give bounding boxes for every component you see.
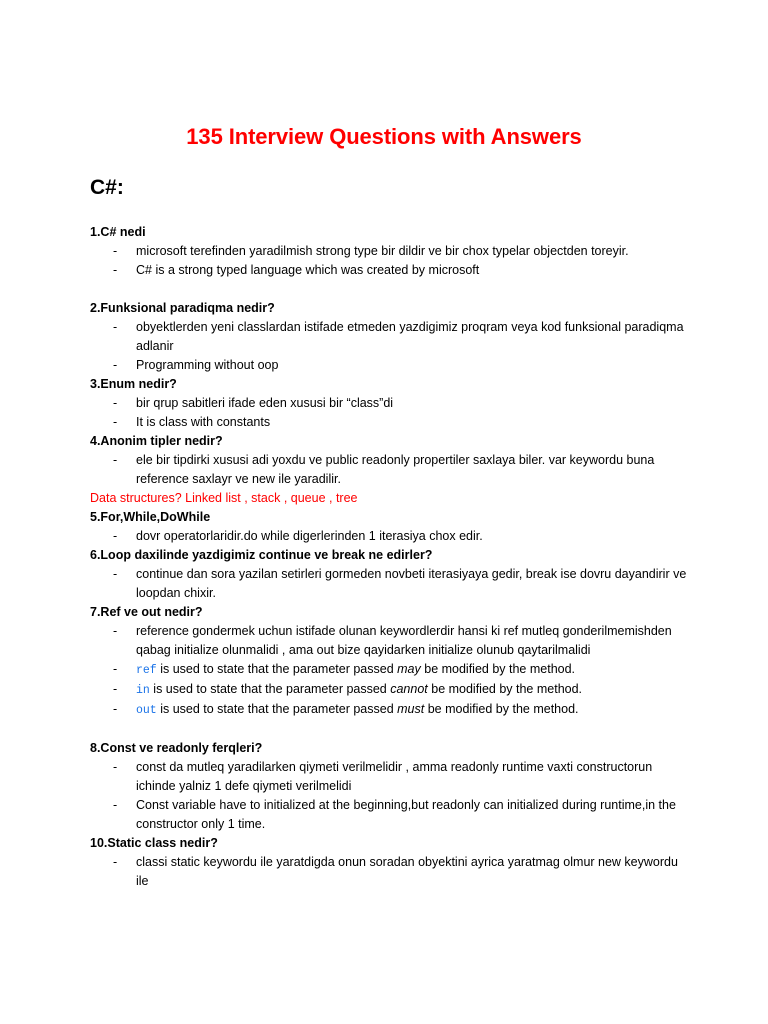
answer-text [136, 660, 690, 680]
question-10-heading: 10.Static class nedir? [90, 836, 218, 850]
emphasis-text: cannot [390, 682, 428, 696]
section-heading: C#: [90, 176, 124, 199]
text-segment: be modified by the method. [424, 702, 579, 716]
answer-bullet [90, 565, 690, 603]
answer-bullet [90, 451, 690, 489]
answer-text: ele bir tipdirki xususi adi yoxdu ve public readonly propertiler saxlaya biler. var keywordu buna reference saxlayr ve new ile yaradilir. [136, 453, 655, 486]
answer-bullet [90, 527, 690, 546]
answer-bullet [90, 356, 690, 375]
bullet-marker: - [113, 760, 118, 774]
answer-bullet [90, 622, 690, 660]
emphasis-text: must [397, 702, 425, 716]
answer-text: const da mutleq yaradilarken qiymeti verilmelidir , amma readonly runtime vaxti constructorun ichinde yalniz 1 defe qiymeti verilmelidi [136, 760, 653, 793]
bullet-marker: - [113, 682, 118, 696]
text-segment: be modified by the method. [420, 662, 576, 676]
emphasis-text: may [397, 662, 421, 676]
question-1-heading: 1.C# nedi [90, 225, 146, 239]
text-segment: is used to state that the parameter passed [156, 662, 398, 676]
answer-bullet-out [90, 700, 690, 720]
answer-text: classi static keywordu ile yaratdigda onun soradan obyektini ayrica yaratmag olmur new keywordu ile [136, 855, 678, 888]
answer-bullet [90, 318, 690, 356]
bullet-marker: - [113, 263, 118, 277]
answer-text: Programming without oop [136, 358, 279, 372]
answer-text [136, 680, 690, 700]
bullet-marker: - [113, 855, 118, 869]
bullet-marker: - [113, 529, 118, 543]
code-keyword-in: in [136, 684, 150, 697]
bullet-marker: - [113, 702, 118, 716]
bullet-marker: - [113, 415, 118, 429]
question-5-heading: 5.For,While,DoWhile [90, 510, 211, 524]
bullet-marker: - [113, 320, 118, 334]
code-keyword-out: out [136, 704, 157, 717]
question-8-heading: 8.Const ve readonly ferqleri? [90, 741, 263, 755]
bullet-marker: - [113, 396, 118, 410]
answer-bullet [90, 242, 690, 261]
bullet-marker: - [113, 567, 118, 581]
blank-line [90, 280, 690, 299]
bullet-marker: - [113, 662, 118, 676]
question-6-heading: 6.Loop daxilinde yazdigimiz continue ve break ne edirler? [90, 548, 433, 562]
answer-text: dovr operatorlaridir.do while digerlerinden 1 iterasiya chox edir. [136, 529, 483, 543]
question-7-heading: 7.Ref ve out nedir? [90, 605, 203, 619]
bullet-marker: - [113, 358, 118, 372]
answer-bullet [90, 394, 690, 413]
answer-text: reference gondermek uchun istifade olunan keywordlerdir hansi ki ref mutleq gonderilmemishden qabag initialize olunmalidi , ama out bize qayidarken initialize olunub qaytarilmalidi [136, 624, 672, 657]
text-segment: be modified by the method. [427, 682, 583, 696]
code-keyword-ref: ref [136, 664, 157, 677]
answer-bullet [90, 853, 690, 891]
answer-text: C# is a strong typed language which was created by microsoft [136, 263, 480, 277]
bullet-marker: - [113, 453, 118, 467]
data-structures-note: Data structures? Linked list , stack , queue , tree [90, 491, 358, 505]
answer-bullet [90, 413, 690, 432]
answer-bullet [90, 796, 690, 834]
question-2-heading: 2.Funksional paradiqma nedir? [90, 301, 275, 315]
text-segment: is used to state that the parameter passed [149, 682, 391, 696]
question-3-heading: 3.Enum nedir? [90, 377, 177, 391]
answer-text: microsoft terefinden yaradilmish strong type bir dildir ve bir chox typelar objectden toreyir. [136, 244, 629, 258]
answer-bullet-ref [90, 660, 690, 680]
bullet-marker: - [113, 624, 118, 638]
blank-line [90, 720, 690, 739]
answer-bullet-in [90, 680, 690, 700]
document-title: 135 Interview Questions with Answers [186, 124, 582, 149]
text-segment: is used to state that the parameter passed [156, 702, 398, 716]
answer-text: obyektlerden yeni classlardan istifade etmeden yazdigimiz proqram veya kod funksional paradiqma adlanir [136, 320, 684, 353]
answer-text [136, 700, 690, 720]
answer-text: continue dan sora yazilan setirleri gormeden novbeti iterasiyaya gedir, break ise dovru dayandirir ve loopdan chixir. [136, 567, 687, 600]
bullet-marker: - [113, 798, 118, 812]
bullet-marker: - [113, 244, 118, 258]
answer-text: Const variable have to initialized at the beginning,but readonly can initialized during runtime,in the constructor only 1 time. [136, 798, 676, 831]
answer-bullet [90, 758, 690, 796]
answer-text: It is class with constants [136, 415, 271, 429]
answer-text: bir qrup sabitleri ifade eden xususi bir “class”di [136, 396, 394, 410]
answer-bullet [90, 261, 690, 280]
document-body [90, 223, 690, 891]
question-4-heading: 4.Anonim tipler nedir? [90, 434, 223, 448]
